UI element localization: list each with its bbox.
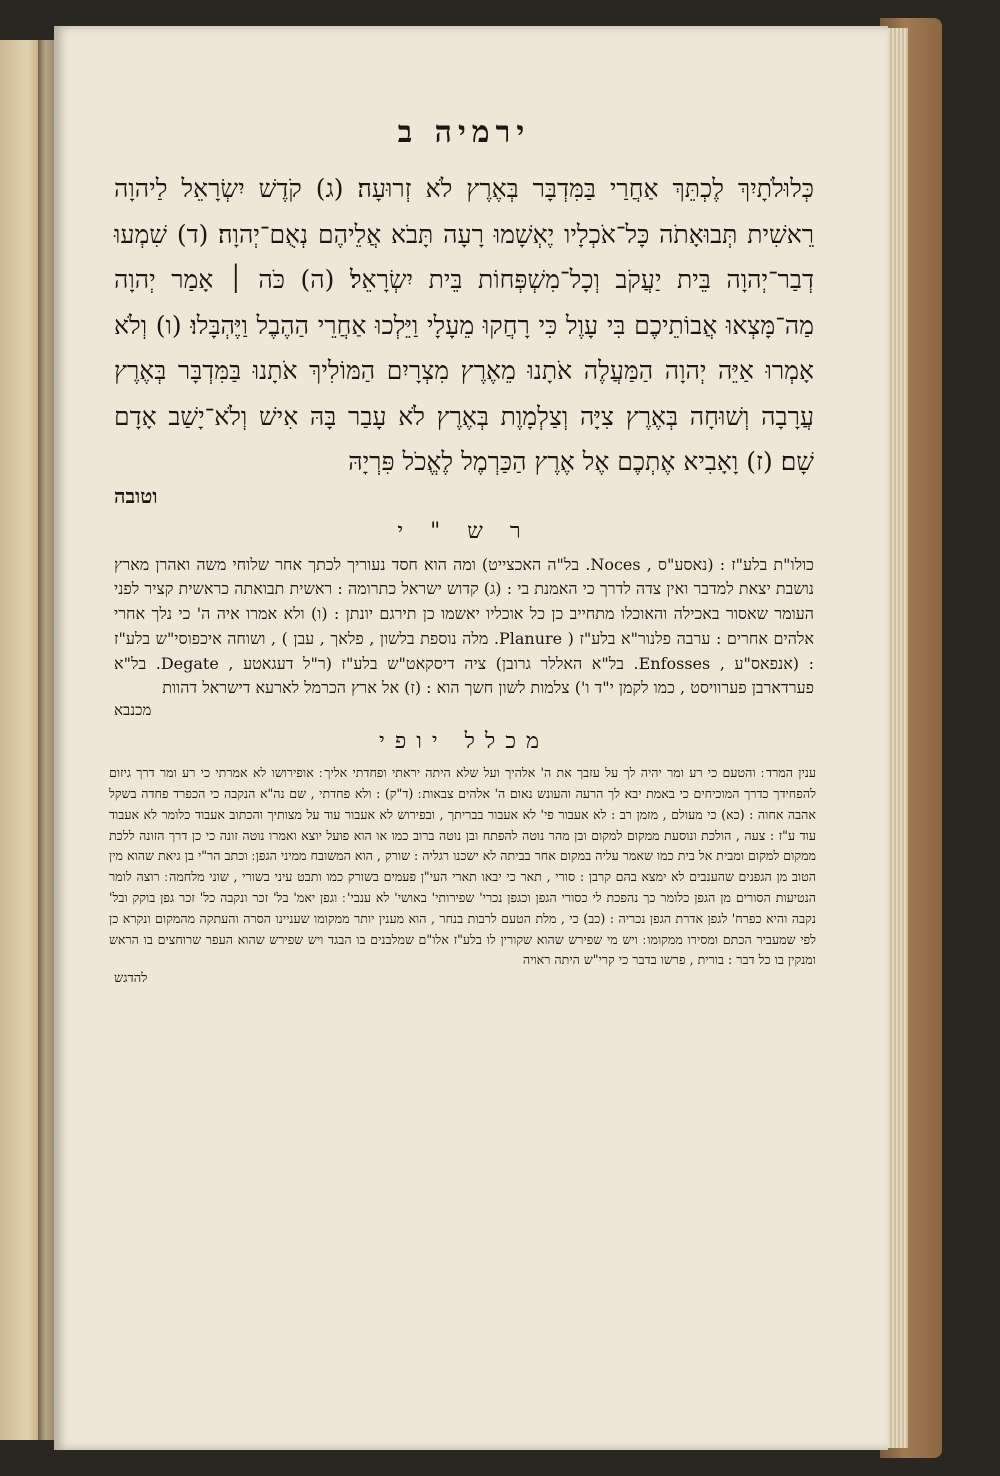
mikhlal-catchword: להדגש	[114, 971, 148, 987]
page-header: ירמיה ב	[397, 115, 531, 150]
rashi-commentary	[114, 553, 814, 702]
mikhlal-yofi-commentary	[109, 763, 816, 971]
book-page	[54, 26, 888, 1450]
mikhlal-yofi-title: מכלל יופי	[378, 729, 550, 755]
left-page-edge	[0, 40, 40, 1440]
rashi-title: ר ש " י	[397, 518, 531, 544]
page-content	[109, 112, 816, 989]
bible-text: כְּלוּלֹתָיִךְ לֶכְתֵּךְ אַחֲרַי בַּמִּדְבָּר בְּאֶרֶץ לֹא זְרוּעָה׃ (ג) קֹדֶשׁ יִשְׂרָאֵל לַיהוָה רֵאשִׁית תְּבוּאָתֹה כָּל־אֹכְלָיו יֶאְשָׁמוּ רָעָה תָּבֹא אֲלֵיהֶם נְאֻם־יְהוָה׃ (ד) שִׁמְעוּ דְבַר־יְהוָה בֵּית יַעֲקֹב וְכָל־מִשְׁפְּחוֹת בֵּית יִשְׂרָאֵל׃ (ה) כֹּה ׀ אָמַר יְהוָה מַה־מָּצְאוּ אֲבוֹתֵיכֶם בִּי עָוֶל כִּי רָחֲקוּ מֵעָלָי וַיֵּלְכוּ אַחֲרֵי הַהֶבֶל וַיֶּהְבָּלוּ׃ (ו) וְלֹא אָמְרוּ אַיֵּה יְהוָה הַמַּעֲלֶה אֹתָנוּ מֵאֶרֶץ מִצְרָיִם הַמּוֹלִיךְ אֹתָנוּ בַּמִּדְבָּר בְּאֶרֶץ עֲרָבָה וְשׁוּחָה בְּאֶרֶץ צִיָּה וְצַלְמָוֶת בְּאֶרֶץ לֹא עָבַר בָּהּ אִישׁ וְלֹא־יָשַׁב אָדָם שָׁם׃ (ז) וָאָבִיא אֶתְכֶם אֶל אֶרֶץ הַכַּרְמֶל לֶאֱכֹל פִּרְיָהּ	[114, 174, 814, 476]
bible-catchword: וטובה	[114, 483, 158, 508]
mikhlal-yofi-text: ענין המרד ׃ והטעם כי רע ומר יהיה לך על עזבך את ה' אלהיך ועל שלא היתה יראתי ופחדתי אליך ׃ אופירושו לא אמרתי כי רע ומר דרך גיזום להפחידך כדרך המוכיחים כי באמת יבא לך הרעה והעונש נאום ה' אלהים צבאות ׃ (ד"ק) : ולא פחדתי , שם נה"א הנקבה כי הכפרד פחדה בשקל אהבה אחוה : (כא) כי מעולם , מזמן רב : לא אעבור פי' לא אעבור בבריתך , ובפירוש לא אעבור עוד על מצותיך והכתוב אעבוד כלומר לא אעבוד עוד ע"ז : צעה , הולכת ונוסעת ממקום למקום ובן מהר נוטה להפתח ובן נוטה ברוב כמו או הוא פועל יוצא ואמרו נוטה זונה כי כן דרך הזונה ללכת ממקום למקום ומבית אל בית כמו שאמר עליה במקום אחר בביתה לא ישכנו רגליה : שורק , הוא המשובח ממיני הגפן ׃ וכתב הר"י בן גיאת שהוא מין הטוב מן הגפנים שהענבים לא ימצא בהם קרבן : סורי , תאר כי יבאו תארי העי"ן פעמים בשורק כמו ותבט עיני בשורי , שוני מלחמה ׃ רוצה לומר הנטיעות הסורים מן הגפן כלומר כך נהפכת לי כסורי הגפן וכגפן נכרי' שפירותי' באושי' לא ענבי' ׃ וגפן יאמ' בל' זכר ונקבה כל' זכר גפן בוקק ובל' נקבה והיא כפרח' לגפן אדרת הגפן נכריה : (כב) כי , מלת הטעם לרבות בנחר , הוא מענין יותר ממקומו שעניינו הסרה והעתקה מהמקום ונקרא כן לפי שמעביר הכתם ומסירו ממקומו ׃ ויש מי שפירש שהוא שקורין לו בלע"ז אלו"ם שמלבנים בו הבגד ויש שפירש שהוא העפר שרוחצים בו הראש ומנקין בו כל דבר : בורית , פרשו בדבר כי קרי"ש היתה ראויה	[109, 765, 816, 968]
rashi-catchword: מכנבא	[114, 701, 152, 720]
book-gutter	[38, 40, 54, 1440]
bible-text-block	[114, 166, 814, 485]
rashi-text: כולו"ת בלע"ז : (נאסע"ס , Noces. בל"ה האכצייט) ומה הוא חסד נעוריך לכתך אחר שלוחי משה ואהרן מארץ נושבת יצאת למדבר ואין צדה לדרך כי האמנת בי : (ג) קדוש ישראל כתרומה : ראשית תבואתה כראשית קציר לפני העומר שאסור באכילה והאוכלו מתחייב כן כל אוכליו יאשמו כן תירגם יונתן : (ו) ולא אמרו איה ה' כי נלך אחרי אלהים אחרים : ערבה פלנור"א בלע"ז ( Planure. מלה נוספת בלשון , פלאך , עבן ) , ושוחה איכפוסי"ש בלע"ז : (אנפאס"ע , Enfosses. בל"א האללר גרובן) ציה דיסקאט"ש בלע"ז (ר"ל דעגאטע , Degate. בל"א פערדארבן פערוויסט , כמו לקמן י"ד ו') צלמות לשון חשך הוא : (ז) אל ארץ הכרמל לארעא דישראל דהוות	[114, 554, 815, 698]
